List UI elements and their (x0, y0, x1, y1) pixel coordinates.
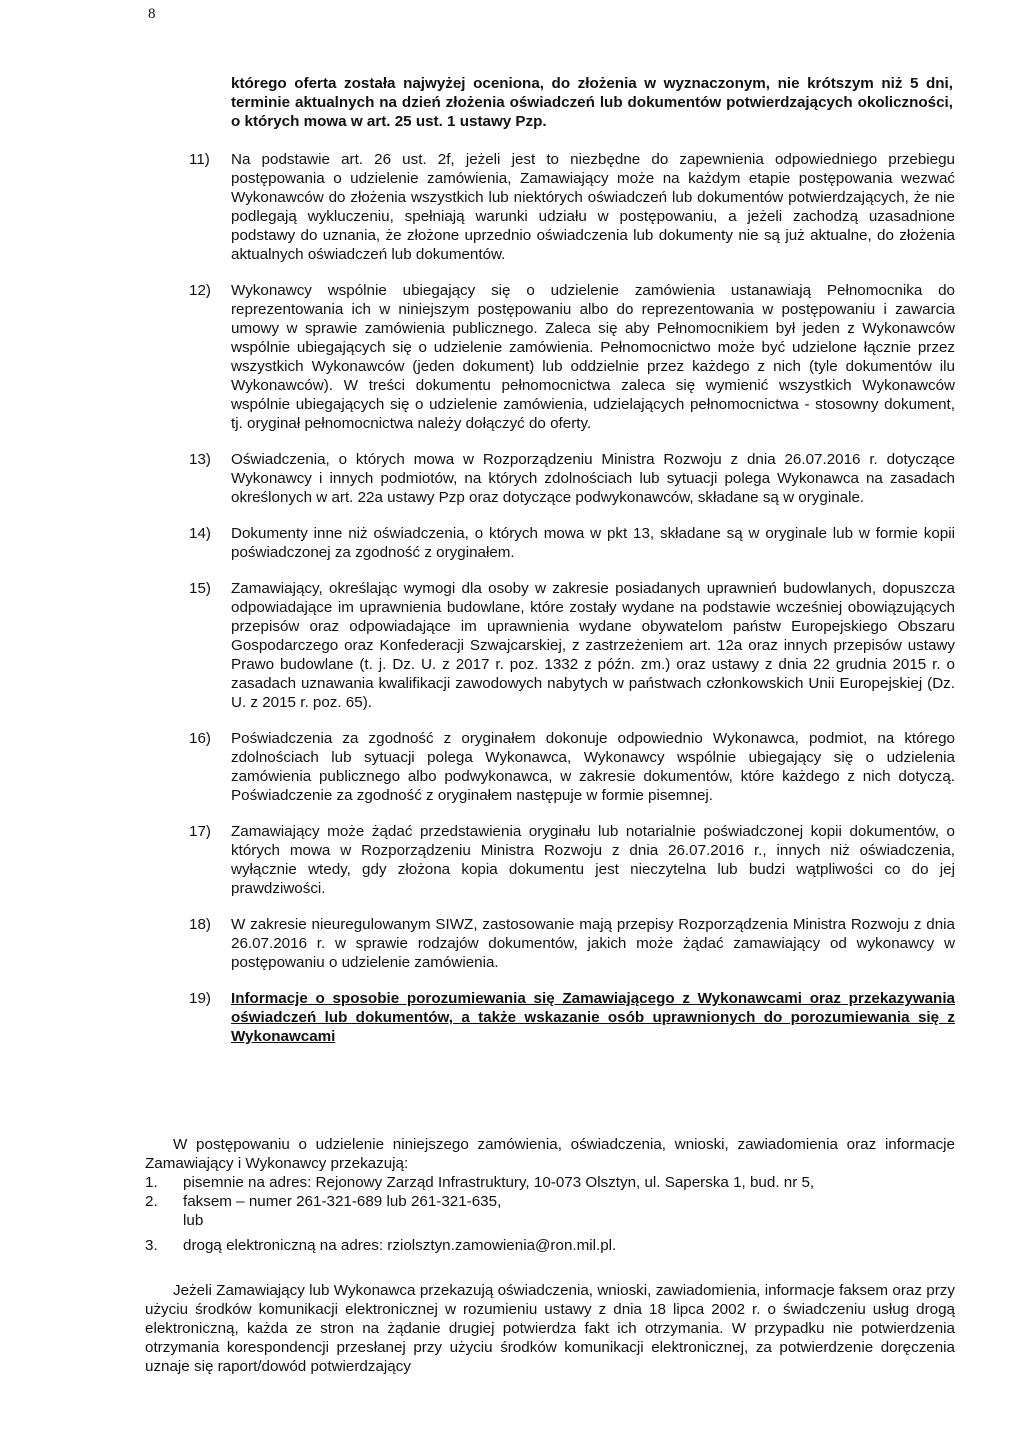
item-text: Zamawiający, określając wymogi dla osoby w zakresie posiadanych uprawnień budowlanych, dopuszcza odpowiadające im uprawnienia budowlane, które zostały wydane na podstawie wcześniej obowiązujących przepisów oraz odpowiadające im uprawnienia wydane obywatelom państw Europejskiego Obszaru Gospodarczego oraz Konfederacji Szwajcarskiej, z zastrzeżeniem art. 12a oraz innych przepisów ustawy Prawo budowlane (t. j. Dz. U. z 2017 r. poz. 1332 z późn. zm.) oraz ustawy z dnia 22 grudnia 2015 r. o zasadach uznawania kwalifikacji zawodowych nabytych w państwach członkowskich Unii Europejskiej (Dz. U. z 2015 r. poz. 65). (231, 580, 955, 711)
closing-paragraph: Jeżeli Zamawiający lub Wykonawca przekazują oświadczenia, wnioski, zawiadomienia, informacje faksem oraz przy użyciu środków komunikacji elektronicznej w rozumieniu ustawy z dnia 18 lipca 2002 r. o świadczeniu usług drogą elektroniczną, każda ze stron na żądanie drugiej potwierdza fakt ich otrzymania. W przypadku nie potwierdzenia otrzymania korespondencji przesłanej przy użyciu środków komunikacji elektronicznej, za potwierdzenie doręczenia uznaje się raport/dowód potwierdzający (145, 1282, 955, 1375)
method-item-1 (145, 1173, 955, 1192)
communication-section (145, 1135, 955, 1376)
method-text: drogą elektroniczną na adres: rziolsztyn.zamowienia@ron.mil.pl. (183, 1237, 617, 1254)
item-number: 16) (189, 730, 211, 747)
item-text: W zakresie nieuregulowanym SIWZ, zastosowanie mają przepisy Rozporządzenia Ministra Rozwoju z dnia 26.07.2016 r. w sprawie rodzajów dokumentów, jakich może żądać zamawiający od wykonawcy w postępowaniu o udzielenie zamówienia. (231, 916, 955, 971)
method-text: lub (183, 1212, 204, 1229)
item-number: 12) (189, 282, 211, 299)
item-number: 17) (189, 823, 211, 840)
item-number: 18) (189, 916, 211, 933)
lead-paragraph: którego oferta została najwyżej oceniona, do złożenia w wyznaczonym, nie krótszym niż 5 dni, terminie aktualnych na dzień złożenia oświadczeń lub dokumentów potwierdzających okoliczności, o których mowa w art. 25 ust. 1 ustawy Pzp. (231, 75, 953, 130)
method-item-2 (145, 1192, 955, 1211)
item-text: Dokumenty inne niż oświadczenia, o których mowa w pkt 13, składane są w oryginale lub w formie kopii poświadczonej za zgodność z oryginałem. (231, 525, 955, 561)
list-item-18 (189, 915, 955, 972)
list-item-11 (189, 150, 955, 264)
item-text: Oświadczenia, o których mowa w Rozporządzeniu Ministra Rozwoju z dnia 26.07.2016 r. dotyczące Wykonawcy i innych podmiotów, na których zdolnościach lub sytuacji polega Wykonawca na zasadach określonych w art. 22a ustawy Pzp oraz dotyczące podwykonawców, składane są w oryginale. (231, 451, 955, 506)
list-item-17 (189, 822, 955, 898)
item-text: Poświadczenia za zgodność z oryginałem dokonuje odpowiednio Wykonawca, podmiot, na którego zdolnościach lub sytuacji polega Wykonawca, Wykonawcy wspólnie ubiegający się o udzielenia zamówienia publicznego albo podwykonawca, w zakresie dokumentów, które każdego z nich dotyczą. Poświadczenie za zgodność z oryginałem następuje w formie pisemnej. (231, 730, 955, 804)
method-number: 1. (145, 1174, 158, 1191)
method-text: faksem – numer 261-321-689 lub 261-321-635, (183, 1193, 502, 1210)
method-number: 2. (145, 1193, 158, 1210)
item-number: 14) (189, 525, 211, 542)
numbered-list (189, 150, 955, 1063)
list-item-15 (189, 579, 955, 712)
list-item-12 (189, 281, 955, 433)
item-number: 11) (189, 151, 210, 168)
method-connector (145, 1211, 955, 1230)
page-number: 8 (148, 6, 156, 22)
list-item-16 (189, 729, 955, 805)
communication-intro: W postępowaniu o udzielenie niniejszego zamówienia, oświadczenia, wnioski, zawiadomienia oraz informacje Zamawiający i Wykonawcy przekazują: (145, 1136, 955, 1172)
method-text: pisemnie na adres: Rejonowy Zarząd Infrastruktury, 10-073 Olsztyn, ul. Saperska 1, bud. nr 5, (183, 1174, 815, 1191)
item-text: Zamawiający może żądać przedstawienia oryginału lub notarialnie poświadczonej kopii dokumentów, o których mowa w Rozporządzeniu Ministra Rozwoju z dnia 26.07.2016 r., innych niż oświadczenia, wyłącznie wtedy, gdy złożona kopia dokumentu jest nieczytelna lub budzi wątpliwości co do jej prawdziwości. (231, 823, 955, 897)
item-text: Wykonawcy wspólnie ubiegający się o udzielenie zamówienia ustanawiają Pełnomocnika do reprezentowania ich w niniejszym postępowaniu albo do reprezentowania w postępowaniu i zawarcia umowy w sprawie zamówienia publicznego. Zaleca się aby Pełnomocnikiem był jeden z Wykonawców wspólnie ubiegających się o udzielenie zamówienia. Pełnomocnictwo może być udzielone łącznie przez wszystkich Wykonawców (jeden dokument) lub oddzielnie przez każdego z nich (tyle dokumentów ilu Wykonawców). W treści dokumentu pełnomocnictwa zaleca się wymienić wszystkich Wykonawców wspólnie ubiegających się o udzielenie zamówienia, udzielających pełnomocnictwa - stosowny dokument, tj. oryginał pełnomocnictwa należy dołączyć do oferty. (231, 282, 955, 432)
method-item-3 (145, 1236, 955, 1255)
communication-methods-list (145, 1173, 955, 1255)
item-number: 13) (189, 451, 211, 468)
list-item-14 (189, 524, 955, 562)
item-number: 15) (189, 580, 211, 597)
item-text: Na podstawie art. 26 ust. 2f, jeżeli jest to niezbędne do zapewnienia odpowiedniego przebiegu postępowania o udzielenie zamówienia, Zamawiający może na każdym etapie postępowania wezwać Wykonawców do złożenia wszystkich lub niektórych oświadczeń lub dokumentów potwierdzających, że nie podlegają wykluczeniu, spełniają warunki udziału w postępowaniu, a jeżeli zachodzą uzasadnione podstawy do uznania, że złożone uprzednio oświadczenia lub dokumenty nie są już aktualne, do złożenia aktualnych oświadczeń lub dokumentów. (231, 151, 955, 263)
list-item-13 (189, 450, 955, 507)
method-number: 3. (145, 1237, 158, 1254)
list-item-19-heading (189, 989, 955, 1046)
section-heading: Informacje o sposobie porozumiewania się Zamawiającego z Wykonawcami oraz przekazywania oświadczeń lub dokumentów, a także wskazanie osób uprawnionych do porozumiewania się z Wykonawcami (231, 990, 955, 1045)
item-number: 19) (189, 990, 211, 1007)
